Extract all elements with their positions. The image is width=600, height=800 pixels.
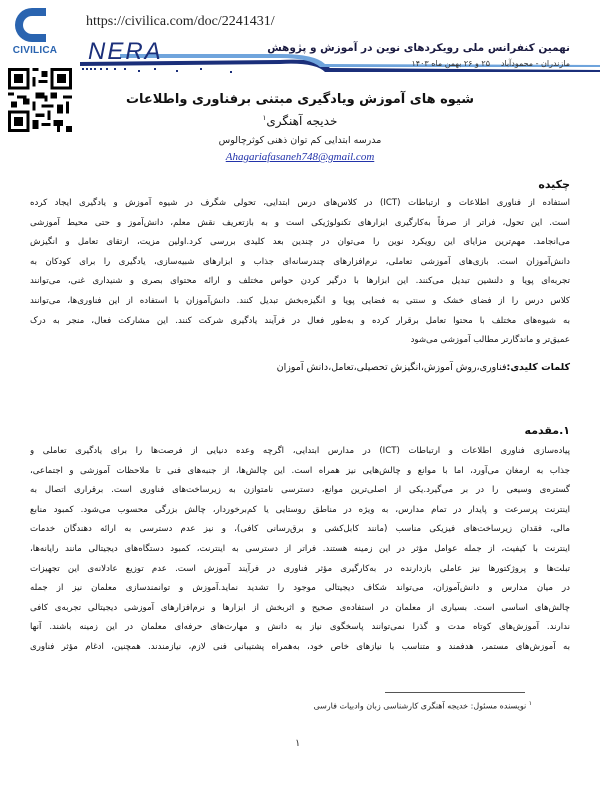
abstract-body <box>30 194 570 351</box>
civilica-c-icon <box>12 6 52 44</box>
intro-line: مالی، فقدان زیرساخت‌های فیزیکی مناسب (مانند کابل‌کشی و برق‌رسانی کافی)، و نیز عدم دسترسی به ارائه دهندگان خدمات <box>30 524 570 535</box>
intro-line: گستره‌ی وسیعی را در بر می‌گیرد.یکی از اصلی‌ترین موانع، دسترسی نامتوازن به زیرساخت‌های فناوری است. برقراری اتصال به <box>30 485 570 496</box>
abstract-line: عمیق‌تر و ماندگارتر مطالب آموزشی می‌شود <box>410 335 570 346</box>
civilica-logo[interactable] <box>8 6 56 58</box>
civilica-logo-text: CIVILICA <box>12 45 58 56</box>
intro-line: در میان مدارس و دانش‌آموزان، می‌تواند شکاف دیجیتالی موجود را تشدید نماید.آموزش و توانمندسازی معلمان نیز از جمله <box>30 583 570 594</box>
conference-title: نهمین کنفرانس ملی رویکردهای نوین در آموزش و پژوهش <box>267 42 570 54</box>
intro-line: به آموزش‌های مستمر، هدفمند و متناسب با نیازهای خاص خود، به‌همراه پشتیبانی فنی لازم، نیازمندند. همچنین، ادغام مؤثر فناوری <box>30 641 570 652</box>
conference-date: ۲۵ و ۲۶ بهمن ماه ۱۴۰۳ <box>411 59 490 68</box>
keywords <box>277 362 570 373</box>
author-email-link[interactable]: Ahagariafasaneh748@gmail.com <box>225 151 375 163</box>
abstract-line: تجربه‌ای پویا و دلنشین تبدیل می‌کنند. این ابزارها با درگیر کردن حواس مختلف و ارائه محتوای بصری و شنیداری غنی، می‌توانند <box>30 276 570 287</box>
intro-heading: ۱.مقدمه <box>524 424 570 437</box>
footnote <box>313 700 532 711</box>
author-affiliation: مدرسه ابتدایی کم توان ذهنی کوثرچالوس <box>218 135 382 146</box>
keywords-list: فناوری،روش آموزش،انگیزش تحصیلی،تعامل،دانش آموزان <box>276 362 507 373</box>
intro-line: ندارند. آموزش‌های کوتاه مدت و گذرا نمی‌توانند پاسخگوی نیاز به دانش و مهارت‌های حرفه‌ای معلمان در این زمینه باشند. آنها <box>30 622 570 633</box>
abstract-heading: چکیده <box>538 178 570 191</box>
abstract-line: دانش‌آموزان است. بازی‌های آموزشی تعاملی، نرم‌افزارهای چندرسانه‌ای جذاب و ابزارهای شبیه‌سازی، یادگیری را برای کودکان به <box>30 256 570 267</box>
intro-body <box>30 442 570 658</box>
abstract-line: می‌انجامد. مهم‌ترین مزایای این رویکرد نوین را می‌توان در چندین بعد کلیدی بررسی کرد.اولین مزیت، ارتقای تعامل و انگیزش <box>30 237 570 248</box>
intro-line: چالش‌های اساسی است. بسیاری از معلمان در استفاده‌ی صحیح و اثربخش از ابزارها و نرم‌افزارهای آموزشی دیجیتالی تجربه‌ی کافی <box>30 602 570 613</box>
nera-logo: NERA <box>88 38 163 65</box>
intro-line: پیاده‌سازی فناوری اطلاعات و ارتباطات (ICT) در مدارس ابتدایی، اگرچه وعده دنیایی از فرصت‌ها را برای یادگیری تعاملی و <box>30 446 570 456</box>
document-url[interactable]: https://civilica.com/doc/2241431/ <box>86 14 275 29</box>
footnote-text: نویسنده مسئول: خدیجه آهنگری کارشناسی زبان وادبیات فارسی <box>313 701 527 711</box>
abstract-line: به شیوه‌های مختلف با محتوا تعامل برقرار کرده و به‌طور فعال در فرآیند یادگیری شرکت کنند. این مشارکت فعال، منجر به درک <box>30 315 570 326</box>
conference-place: مازندران - محمودآباد <box>500 59 570 68</box>
footnote-divider <box>385 692 525 693</box>
author-name: خدیجه آهنگری <box>266 114 338 128</box>
intro-line: تبلت‌ها و پروژکتورها نیز عاملی بازدارنده در به‌کارگیری مؤثر فناوری در فرآیند آموزش است. عدم توزیع عادلانه‌ی این تجهیزات <box>30 563 570 574</box>
author-note-mark: ۱ <box>262 114 267 122</box>
paper-author <box>30 114 570 128</box>
abstract-line: کلاس درس را از فضای خشک و سنتی به فضایی پویا و انگیزه‌بخش تبدیل کنند. دانش‌آموزان با استفاده از این فناوری‌ها، می‌توانند <box>30 295 570 306</box>
intro-line: جذاب به ارمغان می‌آورد، اما با موانع و چالش‌هایی نیز همراه است. این چالش‌ها، از جنبه‌های فنی تا ملاحظات آموزشی و اجتماعی، <box>30 465 570 476</box>
keywords-label: کلمات کلیدی: <box>506 362 570 373</box>
abstract-line: استفاده از فناوری اطلاعات و ارتباطات (ICT) در کلاس‌های درس ابتدایی، تحولی شگرف در شیوه آموزش و یادگیری ایجاد کرده <box>30 198 570 208</box>
footnote-mark: ۱ <box>528 700 532 707</box>
paper-title: شیوه های آموزش ویادگیری مبتنی برفناوری واطلاعات <box>125 92 475 107</box>
intro-line: اینترنت پرسرعت و پایدار در تمام مدارس، به ویژه در مناطق روستایی یا کم‌برخوردار، چالش بزرگی محسوب می‌شود. کمبود منابع <box>30 504 570 515</box>
intro-line: اینترنت با کیفیت، از جمله عوامل مؤثر در این زمینه هستند. فراتر از دسترسی به اینترنت، کمبود دستگاه‌های دیجیتالی مانند رایانه‌ها، <box>30 543 570 554</box>
page-number: ۱ <box>295 738 301 749</box>
conference-banner <box>80 38 600 74</box>
abstract-line: است. این تحول، فراتر از صرفاً به‌کارگیری ابزارهای تکنولوژیکی است و به بازتعریف نقش معلم، دانش‌آموز و حتی محیط آموزشی <box>30 217 570 228</box>
